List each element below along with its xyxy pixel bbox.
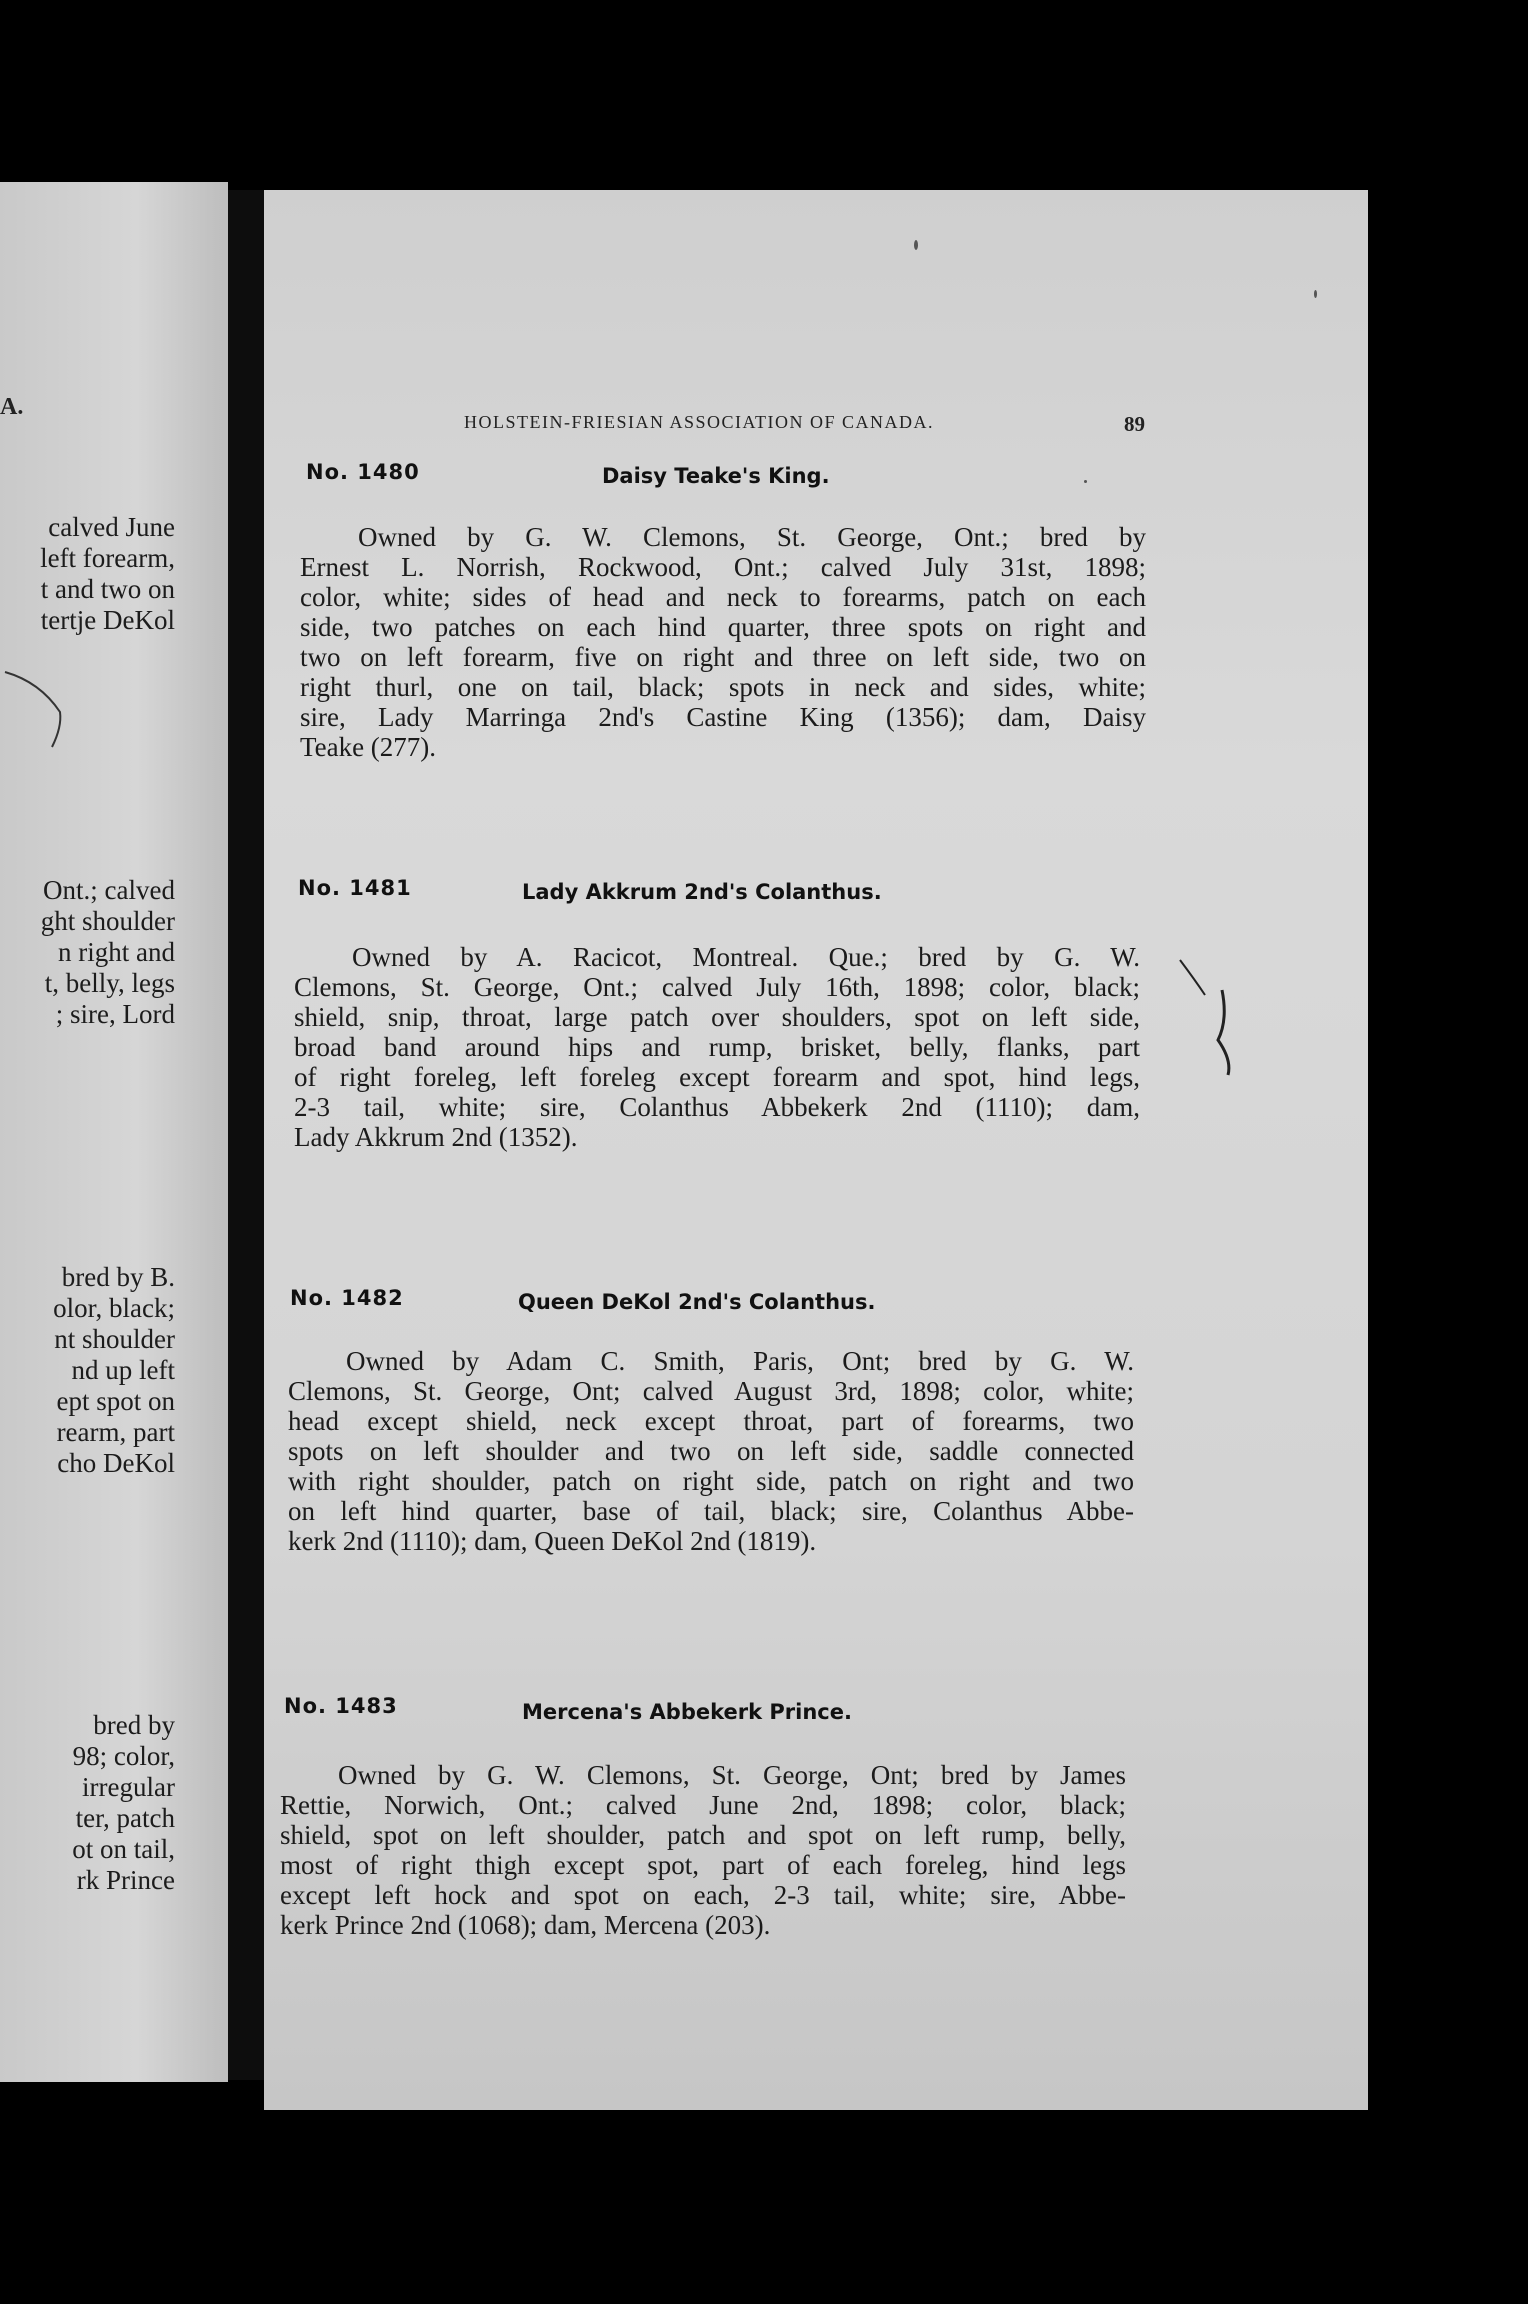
page-89 — [264, 190, 1368, 2110]
entry-description: Owned by G. W. Clemons, St. George, Ont; bred by James Rettie, Norwich, Ont.; calved June 2nd, 1898; color, black; shield, spot on left shoulder, patch and spot on left rump, belly, most of right thigh except spot, part of each foreleg, hind legs except left hock and spot on each, 2-3 tail, white; sire, Abbe- kerk Prince 2nd (1068); dam, Mercena (203). — [280, 1760, 1126, 1940]
entry-description: Owned by Adam C. Smith, Paris, Ont; bred by G. W. Clemons, St. George, Ont; calved August 3rd, 1898; color, white; head except shield, neck except throat, part of forearms, two spots on left shoulder and two on left side, saddle connected with right shoulder, patch on right side, patch on right and two on left hind quarter, base of tail, black; sire, Colanthus Abbe- kerk 2nd (1110); dam, Queen DeKol 2nd (1819). — [288, 1346, 1134, 1556]
entry-name: Mercena's Abbekerk Prince. — [522, 1700, 852, 1724]
pen-stroke-mark — [0, 652, 80, 772]
entry-name: Lady Akkrum 2nd's Colanthus. — [522, 880, 882, 904]
left-text-fragment-1: calved June left forearm, t and two on tertje DeKol — [40, 512, 175, 635]
entry-number: No. 1481 — [298, 876, 412, 900]
left-text-fragment-3: bred by B. olor, black; nt shoulder nd up left ept spot on rearm, part cho DeKol — [53, 1262, 175, 1478]
ink-speck — [1084, 480, 1087, 483]
entry-description: Owned by A. Racicot, Montreal. Que.; bred by G. W. Clemons, St. George, Ont.; calved July 16th, 1898; color, black; shield, snip, throat, large patch over shoulders, spot on left side, broad band around hips and rump, brisket, belly, flanks, part of right foreleg, left foreleg except forearm and spot, hind legs, 2-3 tail, white; sire, Colanthus Abbekerk 2nd (1110); dam, Lady Akkrum 2nd (1352). — [294, 942, 1140, 1152]
book-gutter — [228, 190, 264, 2080]
left-page-running-head-fragment: A. — [0, 394, 24, 420]
left-text-fragment-4: bred by 98; color, irregular ter, patch ot on tail, rk Prince — [72, 1710, 175, 1895]
running-head: HOLSTEIN-FRIESIAN ASSOCIATION OF CANADA. — [464, 412, 935, 432]
ink-speck — [1314, 290, 1317, 298]
entry-number: No. 1483 — [284, 1694, 398, 1718]
entry-number: No. 1482 — [290, 1286, 404, 1310]
left-text-fragment-2: Ont.; calved ght shoulder n right and t, belly, legs ; sire, Lord — [40, 875, 175, 1029]
entry-number: No. 1480 — [306, 460, 420, 484]
entry-name: Daisy Teake's King. — [602, 464, 830, 488]
margin-pen-mark — [1170, 950, 1250, 1090]
entry-name: Queen DeKol 2nd's Colanthus. — [518, 1290, 876, 1314]
left-page-fragment — [0, 182, 228, 2082]
page-number: 89 — [1124, 412, 1145, 436]
ink-speck — [914, 240, 918, 250]
entry-description: Owned by G. W. Clemons, St. George, Ont.; bred by Ernest L. Norrish, Rockwood, Ont.; calved July 31st, 1898; color, white; sides of head and neck to forearms, patch on each side, two patches on each hind quarter, three spots on right and two on left forearm, five on right and three on left side, two on right thurl, one on tail, black; spots in neck and sides, white; sire, Lady Marringa 2nd's Castine King (1356); dam, Daisy Teake (277). — [300, 522, 1146, 762]
